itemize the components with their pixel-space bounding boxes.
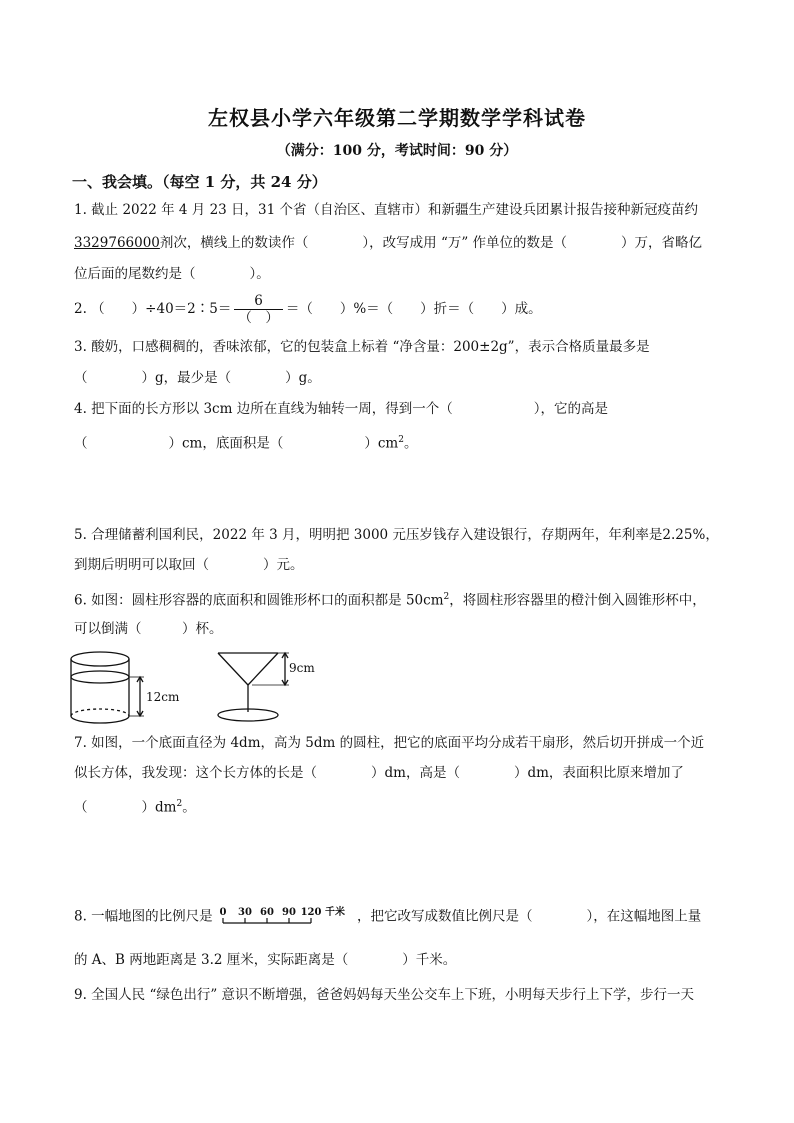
exam-title: 左权县小学六年级第二学期数学学科试卷 bbox=[208, 106, 586, 130]
q8-line-2: 的 A、B 两地距离是 3.2 厘米，实际距离是（ ）千米。 bbox=[74, 952, 457, 968]
q6-line-1 bbox=[74, 587, 706, 611]
q7-line-3-end: 。 bbox=[182, 799, 196, 816]
scale-tick-label: 90 bbox=[282, 907, 296, 918]
section-1-heading: 一、我会填。（每空 1 分，共 24 分） bbox=[72, 173, 327, 191]
cone-height-label: 9cm bbox=[289, 661, 315, 675]
q7-line-3 bbox=[74, 794, 196, 818]
q5-line-2: 到期后明明可以取回（ ）元。 bbox=[74, 557, 304, 573]
juice-level bbox=[71, 671, 129, 683]
q6-line-1-end: ，将圆柱形容器里的橙汁倒入圆锥形杯中， bbox=[449, 592, 706, 609]
q2-line bbox=[74, 293, 542, 326]
scale-tick-label: 120 bbox=[300, 907, 322, 918]
scale-tick-label: 30 bbox=[238, 907, 252, 918]
q7-superscript: 2 bbox=[176, 799, 183, 809]
exam-subtitle: （满分：100 分，考试时间：90 分） bbox=[276, 143, 518, 159]
q8-before: 8. 一幅地图的比例尺是 bbox=[74, 908, 213, 925]
q5-line-1: 5. 合理储蓄利国利民，2022 年 3 月，明明把 3000 元压岁钱存入建设银行，存期两年，年利率是2.25%， bbox=[74, 527, 719, 543]
scale-tick-label: 60 bbox=[260, 907, 274, 918]
q4-superscript: 2 bbox=[398, 435, 404, 445]
q7-line-2: 似长方体，我发现：这个长方体的长是（ ）dm，高是（ ）dm，表面积比原来增加了 bbox=[74, 765, 684, 781]
q4-line-1: 4. 把下面的长方形以 3cm 边所在直线为轴转一周，得到一个（ ），它的高是 bbox=[74, 401, 608, 417]
q9-line-1: 9. 全国人民 “绿色出行” 意识不断增强，爸爸妈妈每天坐公交车上下班，小明每天步行上下学，步行一天 bbox=[74, 987, 695, 1003]
q2-before: 2. （ ）÷40＝2∶5＝ bbox=[74, 301, 232, 317]
q7-line-1: 7. 如图，一个底面直径为 4dm，高为 5dm 的圆柱，把它的底面平均分成若干扇形，然后切开拼成一个近 bbox=[74, 735, 705, 751]
q8-after: ，把它改写成数值比例尺是（ ），在这幅地图上量 bbox=[356, 908, 702, 925]
q4-line-2 bbox=[74, 430, 417, 454]
q2-fraction bbox=[234, 293, 283, 326]
q3-line-1: 3. 酸奶，口感稠稠的，香味浓郁，它的包装盒上标着 “净含量：200±2g”，表示合格质量最多是 bbox=[74, 339, 650, 355]
q7-line-3-text: （ ）dm bbox=[74, 799, 177, 816]
q4-line-2-text: （ ）cm，底面积是（ ）cm bbox=[74, 435, 399, 452]
cone-cup bbox=[218, 653, 289, 721]
q4-line-2-end: 。 bbox=[403, 435, 418, 452]
scale-tick-label: 0 bbox=[219, 907, 227, 918]
cylinder-height-label: 12cm bbox=[146, 690, 180, 704]
scale-unit-label: 千米 bbox=[324, 907, 345, 918]
q6-superscript: 2 bbox=[443, 592, 450, 602]
q6-figure bbox=[60, 645, 360, 730]
cylinder-container bbox=[71, 652, 144, 723]
q1-line-2-text: 剂次，横线上的数读作（ ），改写成用 “万” 作单位的数是（ ）万，省略亿 bbox=[159, 235, 703, 251]
q2-fraction-denominator: （ ） bbox=[238, 310, 279, 326]
q1-line-1: 1. 截止 2022 年 4 月 23 日，31 个省（自治区、直辖市）和新疆生产建设兵团累计报告接种新冠疫苗约 bbox=[74, 202, 699, 218]
q1-underlined-number: 3329766000 bbox=[74, 235, 160, 251]
line-scale-bar bbox=[217, 905, 357, 929]
q2-fraction-numerator: 6 bbox=[234, 293, 283, 310]
q8-line-1 bbox=[74, 905, 701, 929]
q6-line-1-text: 6. 如图：圆柱形容器的底面积和圆锥形杯口的面积都是 50cm bbox=[74, 592, 444, 609]
q1-line-3: 位后面的尾数约是（ ）。 bbox=[74, 266, 270, 282]
q3-line-2: （ ）g，最少是（ ）g。 bbox=[74, 370, 321, 386]
q2-after: ＝（ ）%＝（ ）折＝（ ）成。 bbox=[285, 301, 542, 317]
q1-line-2 bbox=[74, 233, 702, 253]
q6-line-2: 可以倒满（ ）杯。 bbox=[74, 621, 223, 637]
